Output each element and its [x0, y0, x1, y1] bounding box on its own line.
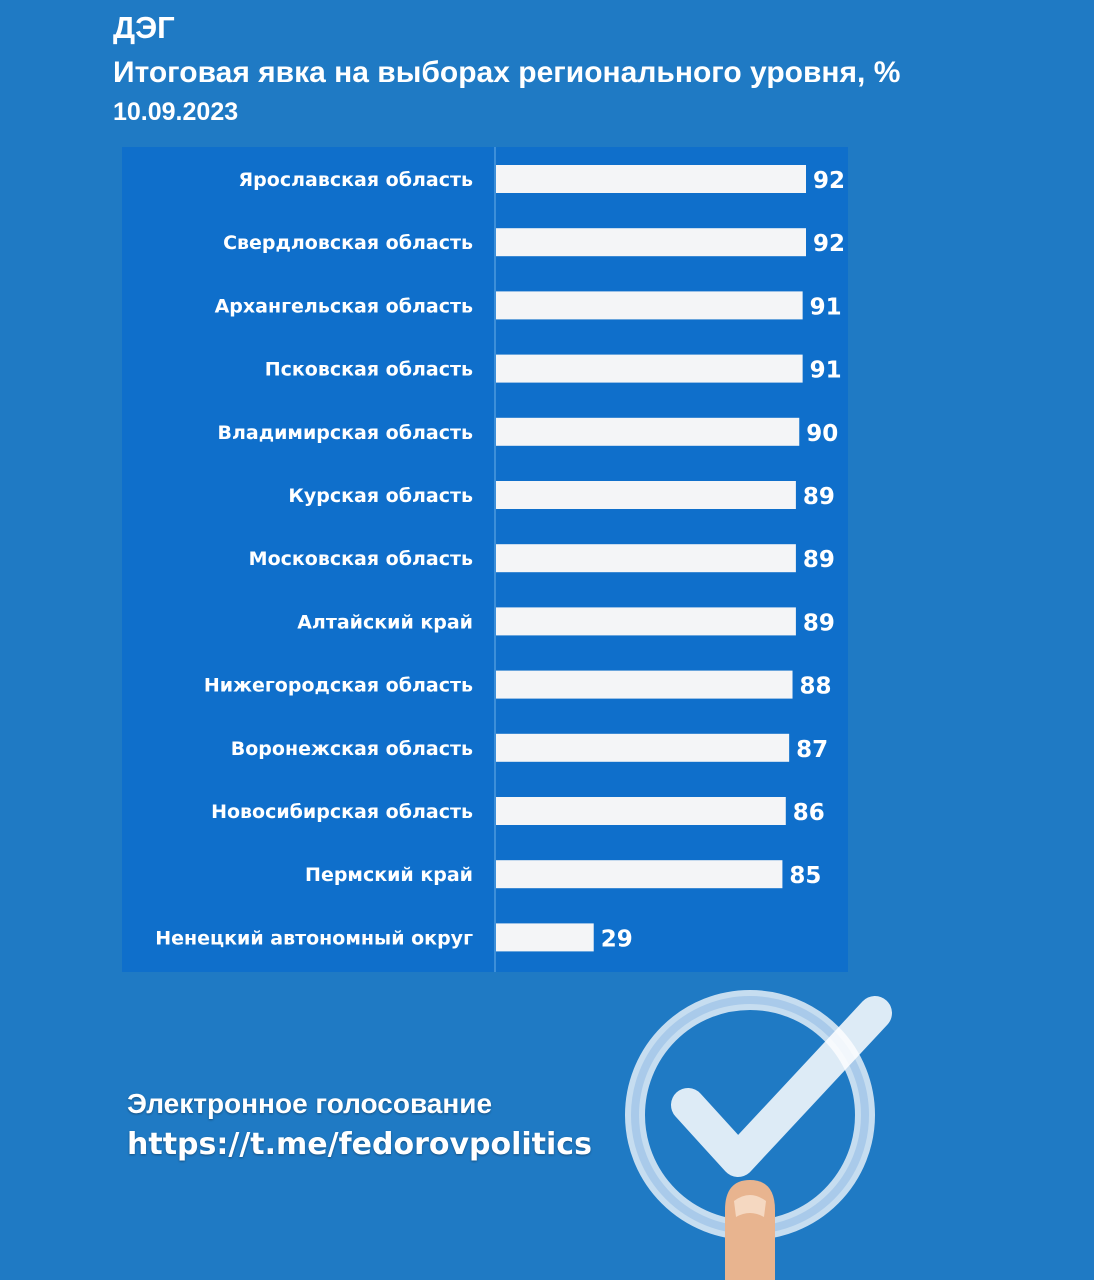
value-label: 89: [802, 547, 835, 574]
value-label: 90: [806, 420, 839, 447]
value-label: 86: [792, 800, 825, 826]
bar: [496, 607, 796, 635]
footer-link[interactable]: https://t.me/fedorovpolitics: [127, 1127, 592, 1162]
chart-date: 10.09.2023: [113, 98, 239, 126]
bar: [496, 418, 799, 446]
bar: [496, 291, 803, 319]
chart-svg: [122, 147, 848, 972]
bar: [496, 671, 793, 699]
category-label: Новосибирская область: [211, 801, 473, 823]
turnout-bar-chart: [122, 147, 848, 972]
value-label: 89: [802, 610, 835, 637]
value-label: 29: [600, 926, 633, 953]
value-label: 88: [799, 673, 832, 700]
bar: [496, 228, 806, 256]
value-label: 92: [813, 231, 846, 258]
category-label: Ярославская область: [238, 169, 473, 191]
bar: [496, 860, 782, 888]
chart-title: Итоговая явка на выборах регионального уровня, %: [113, 56, 901, 89]
category-label: Алтайский край: [297, 611, 473, 634]
bar: [496, 165, 806, 193]
checkmark-circle-icon: [610, 985, 910, 1280]
category-label: Псковская область: [264, 358, 473, 381]
value-label: 89: [802, 484, 835, 510]
bar: [496, 797, 786, 825]
category-label: Воронежская область: [230, 737, 473, 760]
category-label: Нижегородская область: [203, 674, 473, 697]
category-label: Владимирская область: [217, 421, 473, 444]
bar: [496, 481, 796, 509]
category-label: Свердловская область: [223, 232, 473, 255]
category-label: Пермский край: [305, 864, 473, 887]
category-label: Курская область: [288, 485, 473, 507]
category-label: Архангельская область: [214, 295, 473, 318]
header-tag: ДЭГ: [113, 10, 175, 45]
value-label: 85: [789, 863, 822, 890]
value-label: 87: [796, 736, 829, 763]
bar: [496, 734, 789, 762]
category-label: Московская область: [248, 548, 473, 571]
value-label: 92: [813, 168, 846, 194]
bar: [496, 355, 803, 383]
bar: [496, 544, 796, 572]
category-label: Ненецкий автономный округ: [155, 927, 473, 950]
value-label: 91: [809, 294, 842, 321]
bar: [496, 923, 594, 951]
footer-title: Электронное голосование: [127, 1088, 493, 1119]
value-label: 91: [809, 357, 842, 384]
